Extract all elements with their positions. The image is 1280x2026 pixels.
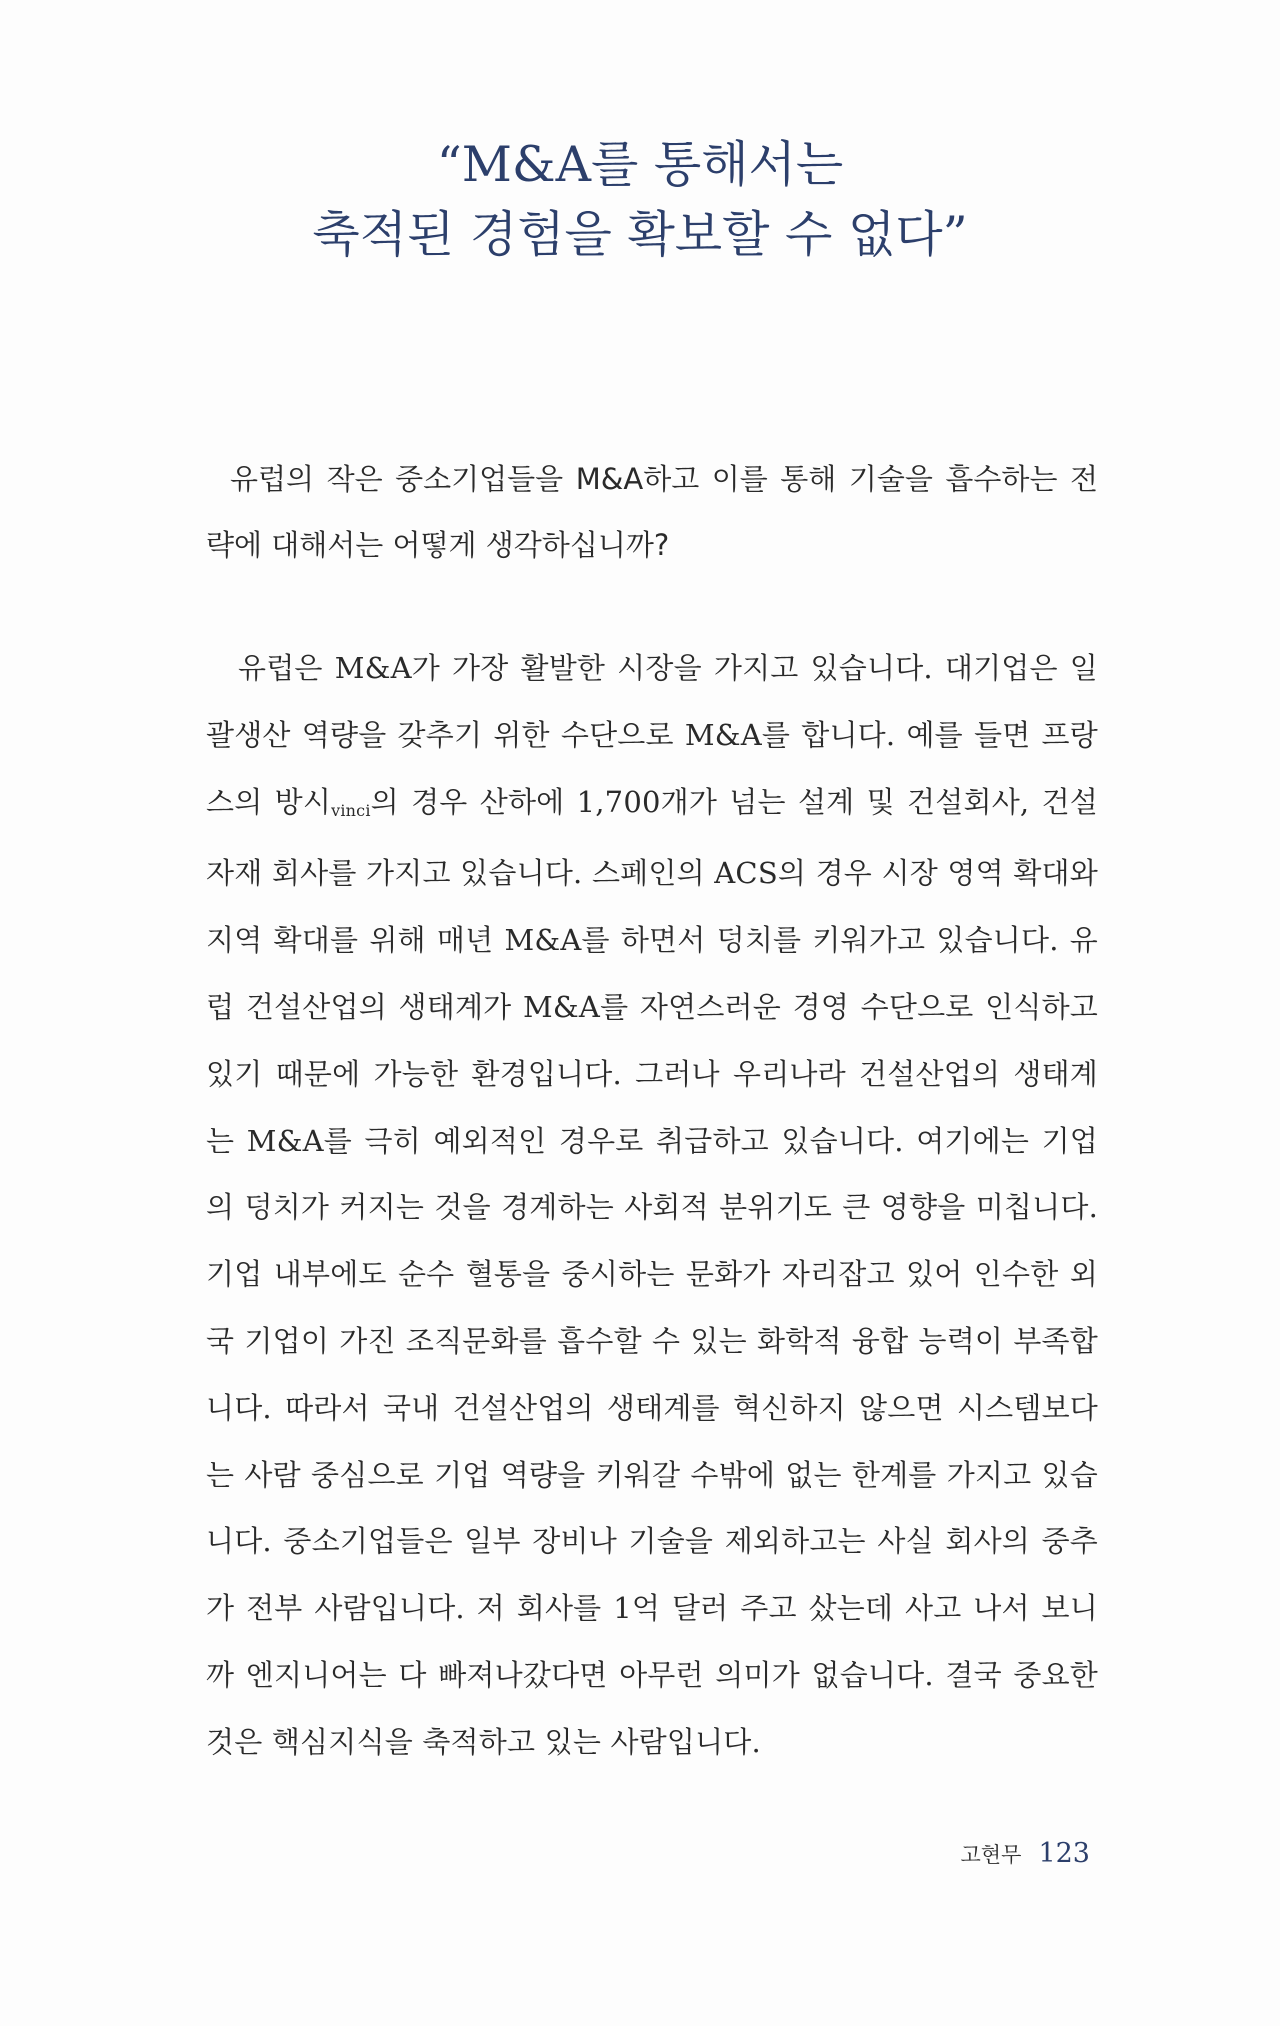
interview-question: 유럽의 작은 중소기업들을 M&A하고 이를 통해 기술을 흡수하는 전략에 대해서는 어떻게 생각하십니까? (206, 462, 1098, 562)
page-number: 123 (1038, 1838, 1090, 1869)
page-footer (961, 1838, 1091, 1869)
answer-subscript-vinci: vinci (331, 800, 371, 820)
answer-text-part-1: 유럽은 M&A가 가장 활발한 시장을 가지고 있습니다. 대기업은 일괄생산 역량을 갖추기 위한 수단으로 M&A를 합니다. 예를 들면 프랑스의 방시 (206, 651, 1098, 819)
pull-quote-line-2: 축적된 경험을 확보할 수 없다” (312, 206, 968, 263)
interview-answer (206, 635, 1098, 1776)
footer-author: 고현무 (960, 1843, 1022, 1867)
pull-quote-line-1: “M&A를 통해서는 (436, 136, 844, 193)
pull-quote-heading (240, 130, 1040, 270)
answer-text-part-2: 의 경우 산하에 1,700개가 넘는 설계 및 건설회사, 건설자재 회사를 가지고 있습니다. 스페인의 ACS의 경우 시장 영역 확대와 지역 확대를 위해 매년 M&A를 하면서 덩치를 키워가고 있습니다. 유럽 건설산업의 생태계가 M&A를 자연스러운 경영 수단으로 인식하고 있기 때문에 가능한 환경입니다. 그러나 우리나라 건설산업의 생태계는 M&A를 극히 예외적인 경우로 취급하고 있습니다. 여기에는 기업의 덩치가 커지는 것을 경계하는 사회적 분위기도 큰 영향을 미칩니다. 기업 내부에도 순수 혈통을 중시하는 문화가 자리잡고 있어 인수한 외국 기업이 가진 조직문화를 흡수할 수 있는 화학적 융합 능력이 부족합니다. 따라서 국내 건설산업의 생태계를 혁신하지 않으면 시스템보다는 사람 중심으로 기업 역량을 키워갈 수밖에 없는 한계를 가지고 있습니다. 중소기업들은 일부 장비나 기술을 제외하고는 사실 회사의 중추가 전부 사람입니다. 저 회사를 1억 달러 주고 샀는데 사고 나서 보니까 엔지니어는 다 빠져나갔다면 아무런 의미가 없습니다. 결국 중요한 것은 핵심지식을 축적하고 있는 사람입니다. (206, 784, 1098, 1759)
